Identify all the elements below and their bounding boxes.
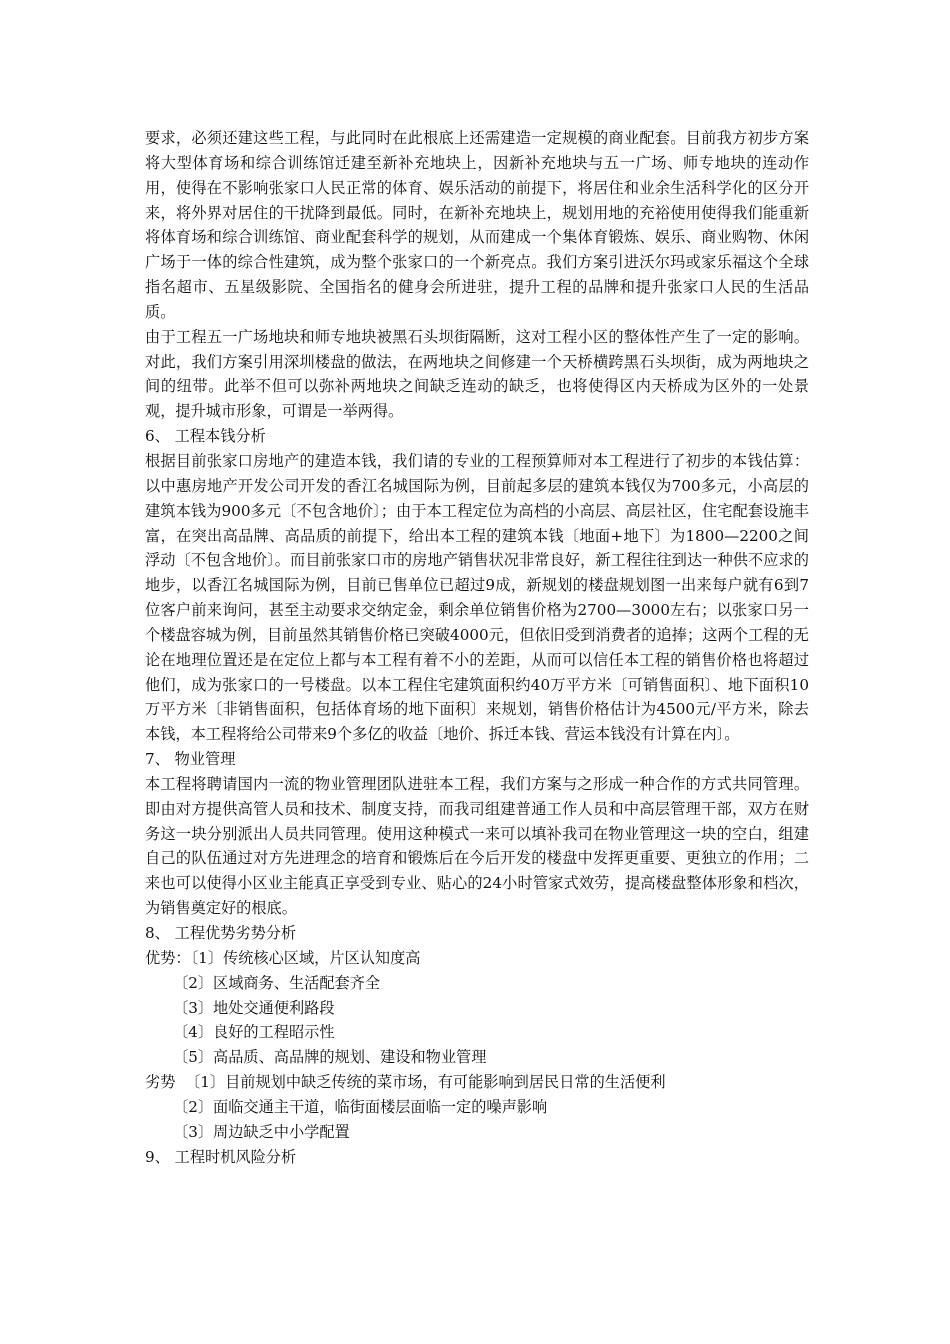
advantage-item-5: 〔5〕高品质、高品牌的规划、建设和物业管理 [173, 1048, 487, 1067]
section-6-body: 根据目前张家口房地产的建造本钱，我们请的专业的工程预算师对本工程进行了初步的本钱估算：以中惠房地产开发公司开发的香江名城国际为例，目前起多层的建筑本钱仅为700多元，小高层的建筑本钱为900多元〔不包含地价〕；由于本工程定位为高档的小高层、高层社区，住宅配套设施丰富，在突出高品牌、高品质的前提下，给出本工程的建筑本钱〔地面+地下〕为1800—2200之间浮动〔不包含地价〕。而目前张家口市的房地产销售状况非常良好，新工程往往到达一种供不应求的地步，以香江名城国际为例，目前已售单位已超过9成，新规划的楼盘规划图一出来每户就有6到7位客户前来询问，甚至主动要求交纳定金，剩余单位销售价格为2700—3000左右；以张家口另一个楼盘容城为例，目前虽然其销售价格已突破4000元，但依旧受到消费者的追捧；这两个工程的无论在地理位置还是在定位上都与本工程有着不小的差距，从而可以信任本工程的销售价格也将超过他们，成为张家口的一号楼盘。以本工程住宅建筑面积约40万平方米〔可销售面积〕、地下面积10万平方米〔非销售面积，包括体育场的地下面积〕来规划，销售价格估计为4500元/平方米，除去本钱，本工程将给公司带来9个多亿的收益〔地价、拆迁本钱、营运本钱没有计算在内〕。 [145, 451, 809, 744]
section-8-heading: 8、 工程优势劣势分析 [145, 924, 297, 942]
advantage-item-4: 〔4〕良好的工程昭示性 [173, 1023, 335, 1042]
advantages-label: 优势： [145, 948, 191, 967]
section-9-heading: 9、 工程时机风险分析 [145, 1147, 297, 1166]
document-page [145, 126, 809, 1169]
section-6-heading: 6、 工程本钱分析 [145, 427, 266, 446]
disadvantage-text-1: 〔1〕目前规划中缺乏传统的菜市场，有可能影响到居民日常的生活便利 [185, 1073, 666, 1092]
advantage-item-3: 〔3〕地处交通便利路段 [173, 998, 335, 1017]
disadvantage-item-1 [145, 1070, 809, 1095]
advantage-item-2: 〔2〕区域商务、生活配套齐全 [173, 973, 381, 992]
disadvantage-item-3: 〔3〕周边缺乏中小学配置 [173, 1122, 350, 1141]
section-7-body: 本工程将聘请国内一流的物业管理团队进驻本工程，我们方案与之形成一种合作的方式共同管理。即由对方提供高管人员和技术、制度支持，而我司组建普通工作人员和中高层管理干部，双方在财务这一块分别派出人员共同管理。使用这种模式一来可以填补我司在物业管理这一块的空白，组建自己的队伍通过对方先进理念的培育和锻炼后在今后开发的楼盘中发挥更重要、更独立的作用；二来也可以使得小区业主能真正享受到专业、贴心的24小时管家式效劳，提高楼盘整体形象和档次，为销售奠定好的根底。 [145, 774, 809, 918]
disadvantage-item-2: 〔2〕面临交通主干道，临街面楼层面临一定的噪声影响 [173, 1097, 548, 1116]
advantage-item-1 [145, 946, 809, 971]
intro-paragraph-2: 由于工程五一广场地块和师专地块被黑石头坝街隔断，这对工程小区的整体性产生了一定的影响。对此，我们方案引用深圳楼盘的做法，在两地块之间修建一个天桥横跨黑石头坝街，成为两地块之间的纽带。此举不但可以弥补两地块之间缺乏连动的缺乏，也将使得区内天桥成为区外的一处景观，提升城市形象，可谓是一举两得。 [145, 327, 809, 421]
intro-paragraph-1: 要求，必须还建这些工程，与此同时在此根底上还需建造一定规模的商业配套。目前我方初步方案将大型体育场和综合训练馆迁建至新补充地块上，因新补充地块与五一广场、师专地块的连动作用，使得在不影响张家口人民正常的体育、娱乐活动的前提下，将居住和业余生活科学化的区分开来，将外界对居住的干扰降到最低。同时，在新补充地块上，规划用地的充裕使用使得我们能重新将体育场和综合训练馆、商业配套科学的规划，从而建成一个集体育锻炼、娱乐、商业购物、休闲广场于一体的综合性建筑，成为整个张家口的一个新亮点。我们方案引进沃尔玛或家乐福这个全球指名超市、五星级影院、全国指名的健身会所进驻，提升工程的品牌和提升张家口人民的生活品质。 [145, 129, 809, 321]
disadvantages-label: 劣势 [145, 1073, 176, 1092]
advantage-text-1: 〔1〕传统核心区域，片区认知度高 [190, 948, 421, 967]
section-7-heading: 7、 物业管理 [145, 750, 236, 769]
